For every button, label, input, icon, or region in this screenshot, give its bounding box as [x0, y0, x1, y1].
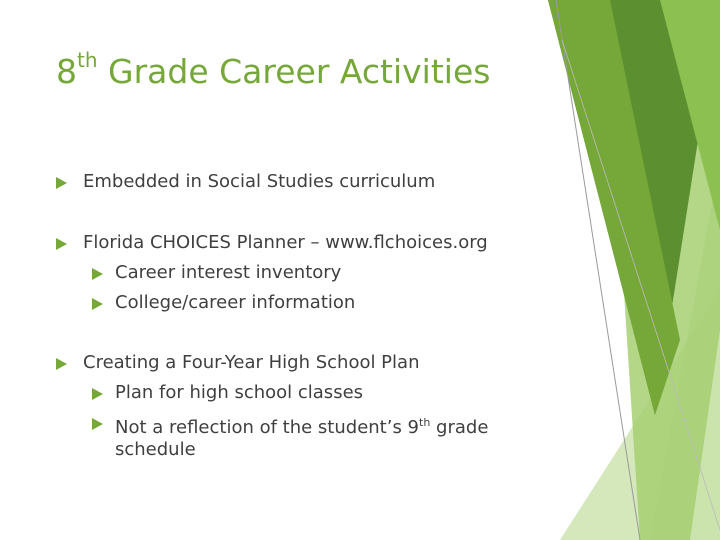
bullet-arrow-icon [92, 418, 103, 430]
slide-title [56, 48, 491, 91]
title-text: Grade Career Activities [108, 52, 491, 91]
bullet-arrow-icon [56, 177, 67, 189]
sub-bullet-not-reflection [92, 412, 532, 461]
bullet-arrow-icon [92, 298, 103, 310]
bullet-text: Florida CHOICES Planner – www.flchoices.org [83, 232, 488, 253]
title-superscript: th [77, 48, 98, 72]
bullet-text: Creating a Four-Year High School Plan [83, 352, 420, 373]
bullet-text-post: grade schedule [115, 417, 489, 460]
bullet-text: Career interest inventory [115, 262, 342, 283]
bullet-four-year-plan [56, 352, 419, 374]
sub-bullet-plan-classes [92, 382, 532, 404]
bullet-text: Embedded in Social Studies curriculum [83, 171, 436, 192]
bullet-text: College/career information [115, 292, 356, 313]
bullet-social-studies [56, 171, 435, 193]
bullet-text-superscript: th [419, 416, 431, 429]
title-number: 8 [56, 52, 77, 91]
bullet-text-pre: Not a reflection of the student’s 9 [115, 417, 420, 438]
bullet-arrow-icon [92, 388, 103, 400]
bullet-text: Plan for high school classes [115, 382, 364, 403]
bullet-text [115, 412, 532, 461]
bullet-arrow-icon [92, 268, 103, 280]
sub-bullet-career-inventory [92, 262, 532, 284]
bullet-arrow-icon [56, 238, 67, 250]
sub-bullet-college-career-info [92, 292, 532, 314]
bullet-florida-choices [56, 232, 488, 254]
bullet-arrow-icon [56, 358, 67, 370]
